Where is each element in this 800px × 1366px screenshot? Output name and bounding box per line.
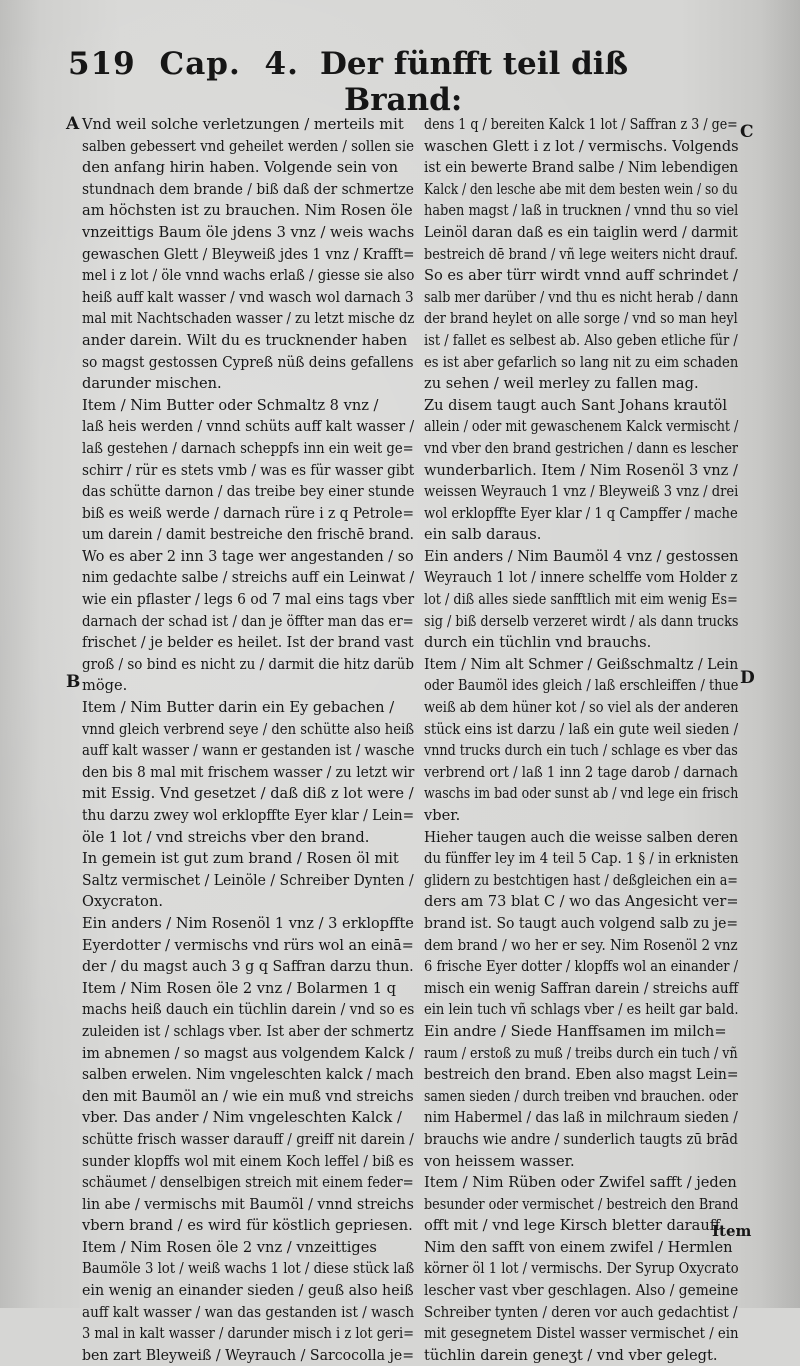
text-line: Eyerdotter / vermischs vnd rürs wol an einā= xyxy=(82,936,414,954)
text-line: bestreich dē brand / vñ lege weiters nicht drauf. xyxy=(424,245,739,263)
text-line: du fünffer ley im 4 teil 5 Cap. 1 § / in erknisten xyxy=(424,850,739,868)
text-line: Item / Nim Rosen öle 2 vnz / vnzeittiges xyxy=(82,1238,377,1256)
text-line: vbern brand / es wird für köstlich gepriesen. xyxy=(82,1217,413,1235)
text-line: Weyrauch 1 lot / innere schelffe vom Holder z xyxy=(424,569,738,587)
text-line: schäumet / denselbigen streich mit einem feder= xyxy=(82,1174,414,1192)
text-line: zuleiden ist / schlags vber. Ist aber der schmertz xyxy=(82,1022,414,1040)
text-line: vnnd trucks durch ein tuch / schlage es vber das xyxy=(424,742,738,760)
text-line: Oxycraton. xyxy=(82,893,163,911)
text-line: laß gestehen / darnach scheppfs inn ein weit ge= xyxy=(82,439,414,457)
text-line: raum / erstoß zu muß / treibs durch ein tuch / vñ xyxy=(424,1044,738,1062)
text-line: Schreiber tynten / deren vor auch gedachtist / xyxy=(424,1303,738,1321)
text-line: Wo es aber 2 inn 3 tage wer angestanden / so xyxy=(82,547,414,565)
title-line-2: Brand: xyxy=(344,82,463,118)
text-line: Kalck / den lesche abe mit dem besten wein / so du xyxy=(424,180,738,198)
text-line: brauchs wie andre / sunderlich taugts zū brād xyxy=(424,1130,738,1148)
text-line: brand ist. So taugt auch volgend salb zu je= xyxy=(424,914,739,932)
text-line: um darein / damit bestreiche den frischē brand. xyxy=(82,526,415,544)
title-line-1: Der fünfft teil diß xyxy=(320,46,629,82)
text-line: samen sieden / durch treiben vnd brauchen. oder xyxy=(424,1087,738,1105)
text-line: ist ein bewerte Brand salbe / Nim lebendigen xyxy=(424,159,739,177)
text-line: am höchsten ist zu brauchen. Nim Rosen öle xyxy=(82,202,413,220)
text-line: darnach der schad ist / dan je öffter man das er= xyxy=(82,612,414,630)
text-line: den anfang hirin haben. Volgende sein von xyxy=(82,159,399,177)
text-line: frischet / je belder es heilet. Ist der brand vast xyxy=(82,634,414,652)
text-line: Item / Nim Butter oder Schmaltz 8 vnz / xyxy=(82,396,379,414)
text-line: Item / Nim alt Schmer / Geißschmaltz / Lein xyxy=(424,655,739,673)
text-line: Baumöle 3 lot / weiß wachs 1 lot / diese stück laß xyxy=(82,1260,415,1278)
text-line: vber. xyxy=(424,807,461,824)
text-line: waschs im bad oder sunst ab / vnd lege ein frisch xyxy=(424,785,739,803)
text-line: lescher vast vber geschlagen. Also / gemeine xyxy=(424,1282,739,1300)
margin-letter-c: C xyxy=(740,122,754,142)
text-line: wol erklopffte Eyer klar / 1 q Campffer / mache xyxy=(424,504,738,522)
text-line: stück eins ist darzu / laß ein gute weil sieden / xyxy=(424,720,739,738)
text-line: Item / Nim Rosen öle 2 vnz / Bolarmen 1 q xyxy=(82,979,396,997)
text-line: den bis 8 mal mit frischem wasser / zu letzt wir xyxy=(82,763,415,781)
margin-letter-a: A xyxy=(66,114,80,134)
page-header xyxy=(0,40,800,120)
text-line: ein salb daraus. xyxy=(424,526,542,544)
text-line: Nim den safft von einem zwifel / Hermlen xyxy=(424,1238,733,1256)
text-line: durch ein tüchlin vnd brauchs. xyxy=(424,634,652,652)
text-line: Zu disem taugt auch Sant Johans krautöl xyxy=(424,396,728,414)
text-line: ist / fallet es selbest ab. Also geben etliche für / xyxy=(424,331,738,349)
text-line: 3 mal in kalt wasser / darunder misch i z lot geri= xyxy=(82,1325,415,1343)
text-line: öle 1 lot / vnd streichs vber den brand. xyxy=(82,828,370,846)
text-line: misch ein wenig Saffran darein / streichs auff xyxy=(424,979,739,997)
text-line: Leinöl daran daß es ein taiglin werd / darmit xyxy=(424,223,738,241)
text-line: ander darein. Wilt du es trucknender haben xyxy=(82,331,408,349)
text-line: offt mit / vnd lege Kirsch bletter darauff. xyxy=(424,1217,725,1235)
text-line: salben erwelen. Nim vngeleschten kalck / mach xyxy=(82,1066,414,1084)
text-line: mal mit Nachtschaden wasser / zu letzt mische dz xyxy=(82,310,415,328)
running-head-title xyxy=(320,46,740,118)
text-line: In gemein ist gut zum brand / Rosen öl mit xyxy=(82,850,399,868)
text-line: Saltz vermischet / Leinöle / Schreiber Dynten / xyxy=(82,871,414,889)
text-line: Vnd weil solche verletzungen / merteils mit xyxy=(82,116,404,133)
text-line: ein lein tuch vñ schlags vber / es heilt gar bald. xyxy=(424,1001,739,1019)
text-line: das schütte darnon / das treibe bey einer stunde xyxy=(82,483,415,501)
text-line: machs heiß dauch ein tüchlin darein / vnd so es xyxy=(82,1001,415,1019)
text-line: bestreich den brand. Eben also magst Lein= xyxy=(424,1066,739,1084)
text-line: Item / Nim Rüben oder Zwifel safft / jeden xyxy=(424,1174,737,1192)
text-line: weiß ab dem hüner kot / so viel als der anderen xyxy=(424,699,739,717)
text-line: wunderbarlich. Item / Nim Rosenöl 3 vnz / xyxy=(424,461,738,479)
text-line: der / du magst auch 3 g q Saffran darzu thun. xyxy=(82,958,414,976)
text-line: oder Baumöl ides gleich / laß erschleiffen / thue xyxy=(424,677,739,695)
text-line: lin abe / vermischs mit Baumöl / vnnd streichs xyxy=(82,1195,414,1213)
text-line: mit Essig. Vnd gesetzet / daß diß z lot were / xyxy=(82,785,414,803)
text-line: Ein andre / Siede Hanffsamen im milch= xyxy=(424,1022,727,1040)
text-line: So es aber türr wirdt vnnd auff schrindet / xyxy=(424,267,738,285)
page-number: 519 xyxy=(68,46,136,82)
text-line: nim gedachte salbe / streichs auff ein Leinwat / xyxy=(82,569,415,587)
text-line: auff kalt wasser / wann er gestanden ist / wasche xyxy=(82,742,415,760)
text-line: salben gebessert vnd geheilet werden / sollen sie xyxy=(82,137,414,155)
text-line: im abnemen / so magst aus volgendem Kalck / xyxy=(82,1044,414,1062)
text-line: wie ein pflaster / legs 6 od 7 mal eins tags vber xyxy=(82,591,415,609)
text-line: Hieher taugen auch die weisse salben deren xyxy=(424,828,739,846)
left-text-column xyxy=(82,114,414,1366)
text-line: möge. xyxy=(82,677,128,695)
chapter-label: Cap. xyxy=(159,46,241,82)
text-line: biß es weiß werde / darnach rüre i z q Petrole= xyxy=(82,504,415,522)
margin-letter-d: D xyxy=(740,668,755,688)
text-line: zu sehen / weil merley zu fallen mag. xyxy=(424,375,699,393)
text-line: auff kalt wasser / wan das gestanden ist / wasch xyxy=(82,1303,415,1321)
text-line: besunder oder vermischet / bestreich den Brand xyxy=(424,1195,739,1213)
text-line: dens 1 q / bereiten Kalck 1 lot / Saffran z 3 / ge= xyxy=(424,116,738,133)
text-line: stundnach dem brande / biß daß der schmertze xyxy=(82,180,414,198)
text-line: darunder mischen. xyxy=(82,375,222,393)
text-line: vnzeittigs Baum öle jdens 3 vnz / weis wachs xyxy=(82,223,415,241)
text-line: waschen Glett i z lot / vermischs. Volgends xyxy=(424,137,739,155)
text-line: es ist aber gefarlich so lang nit zu eim schaden xyxy=(424,353,739,371)
text-line: glidern zu bestchtigen hast / deßgleichen ein a= xyxy=(424,871,738,889)
text-line: vnd vber den brand gestrichen / dann es lescher xyxy=(424,439,739,457)
text-line: verbrend ort / laß 1 inn 2 tage darob / darnach xyxy=(424,763,738,781)
text-line: vber. Das ander / Nim vngeleschten Kalck / xyxy=(82,1109,402,1127)
text-line: haben magst / laß in trucknen / vnnd thu so viel xyxy=(424,202,739,220)
text-line: ein wenig an einander sieden / geuß also heiß xyxy=(82,1282,414,1300)
text-line: der brand heylet on alle sorge / vnd so man heyl xyxy=(424,310,738,328)
text-line: laß heis werden / vnnd schüts auff kalt wasser / xyxy=(82,418,415,436)
text-line: den mit Baumöl an / wie ein muß vnd streichs xyxy=(82,1087,414,1105)
text-line: nim Habermel / das laß in milchraum sieden / xyxy=(424,1109,738,1127)
text-line: schütte frisch wasser darauff / greiff nit darein / xyxy=(82,1130,414,1148)
text-line: vnnd gleich verbrend seye / den schütte also heiß xyxy=(82,720,415,738)
running-head-left xyxy=(68,46,311,82)
text-line: ben zart Bleyweiß / Weyrauch / Sarcocolla je= xyxy=(82,1346,415,1364)
text-line: heiß auff kalt wasser / vnd wasch wol darnach 3 xyxy=(82,288,414,306)
text-line: gewaschen Glett / Bleyweiß jdes 1 vnz / Krafft= xyxy=(82,245,415,263)
chapter-number: 4. xyxy=(264,46,299,82)
text-line: mel i z lot / öle vnnd wachs erlaß / giesse sie also xyxy=(82,267,415,285)
text-line: sunder klopffs wol mit einem Koch leffel / biß es xyxy=(82,1152,414,1170)
text-line: thu darzu zwey wol erklopffte Eyer klar / Lein= xyxy=(82,807,415,824)
text-line: von heissem wasser. xyxy=(424,1152,575,1170)
text-line: mit gesegnetem Distel wasser vermischet / ein xyxy=(424,1325,739,1343)
text-line: sig / biß derselb verzeret wirdt / als dann trucks xyxy=(424,612,739,630)
text-line: lot / diß alles siede sanfftlich mit eim wenig Es= xyxy=(424,591,738,609)
right-text-column xyxy=(424,114,738,1366)
text-line: so magst gestossen Cypreß nüß deins gefallens xyxy=(82,353,414,371)
text-line: schirr / rür es stets vmb / was es für wasser gibt xyxy=(82,461,415,479)
text-line: tüchlin darein geneʒt / vnd vber gelegt. xyxy=(424,1346,718,1364)
text-line: körner öl 1 lot / vermischs. Der Syrup Oxycrato xyxy=(424,1260,739,1278)
margin-letter-b: B xyxy=(66,672,81,692)
text-line: 6 frische Eyer dotter / klopffs wol an einander / xyxy=(424,958,739,976)
text-line: Ein anders / Nim Rosenöl 1 vnz / 3 erklopffte xyxy=(82,914,414,932)
text-line: groß / so bind es nicht zu / darmit die hitz darüb xyxy=(82,655,414,673)
text-line: weissen Weyrauch 1 vnz / Bleyweiß 3 vnz / drei xyxy=(424,483,739,501)
catchword: Item xyxy=(712,1222,752,1240)
text-line: Ein anders / Nim Baumöl 4 vnz / gestossen xyxy=(424,547,739,565)
text-line: allein / oder mit gewaschenem Kalck vermischt / xyxy=(424,418,739,436)
text-line: Item / Nim Butter darin ein Ey gebachen / xyxy=(82,699,395,717)
text-line: ders am 73 blat C / wo das Angesicht ver= xyxy=(424,893,739,911)
text-line: salb mer darüber / vnd thu es nicht herab / dann xyxy=(424,288,739,306)
text-line: dem brand / wo her er sey. Nim Rosenöl 2 vnz xyxy=(424,936,738,954)
